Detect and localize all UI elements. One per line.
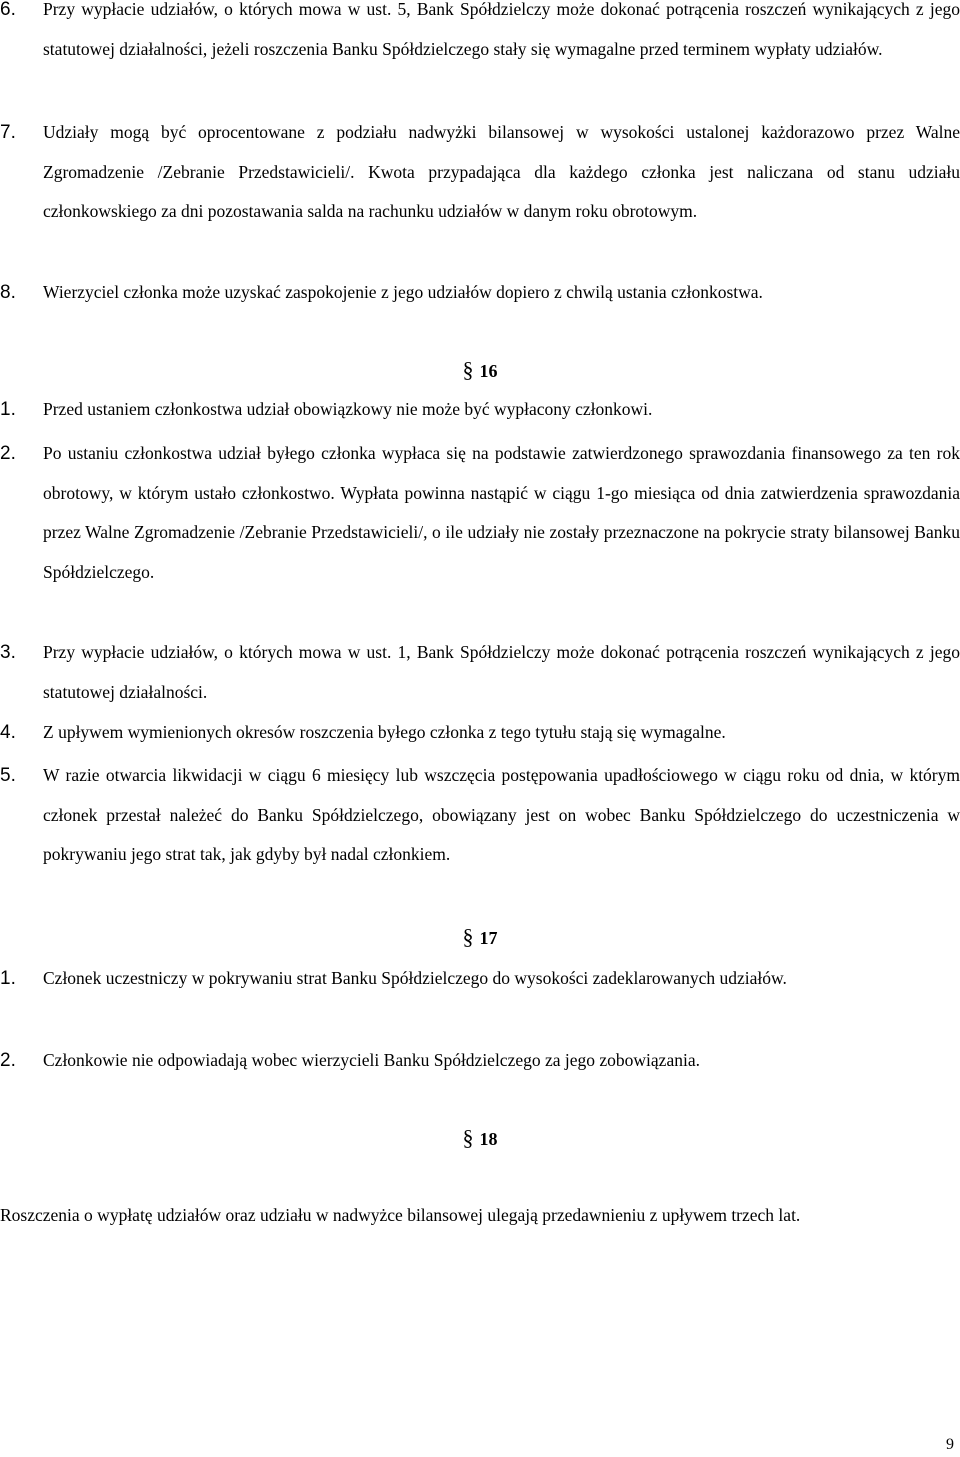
section-number: 18 (479, 1129, 498, 1149)
clause-number: 7. (0, 122, 16, 143)
clause-number: 4. (0, 722, 16, 743)
clause-number: 1. (0, 968, 16, 989)
page-number: 9 (946, 1436, 954, 1453)
section-number: 16 (479, 361, 498, 381)
clause-text: Przed ustaniem członkostwa udział obowiązkowy nie może być wypłacony członkowi. (43, 399, 653, 419)
clause-number: 3. (0, 642, 16, 663)
clause-number: 6. (0, 0, 16, 20)
clause-text: Po ustaniu członkostwa udział byłego członka wypłaca się na podstawie zatwierdzonego sprawozdania finansowego za ten rok obrotowy, w którym ustało członkostwo. Wypłata powinna nastąpić w ciągu 1-go miesiąca od dnia zatwierdzenia sprawozdania przez Walne Zgromadzenie /Zebranie Przedstawicieli/, o ile udziały nie zostały przeznaczone na pokrycie straty bilansowej Banku Spółdzielczego. (43, 443, 960, 582)
clause-text: Członek uczestniczy w pokrywaniu strat Banku Spółdzielczego do wysokości zadeklarowanych udziałów. (43, 968, 787, 988)
section-heading-16 (0, 358, 960, 383)
section-sign: § (462, 924, 474, 949)
clause-15-6 (0, 0, 960, 69)
clause-text: Z upływem wymienionych okresów roszczenia byłego członka z tego tytułu stają się wymagalne. (43, 722, 726, 742)
clause-17-2 (0, 1041, 960, 1081)
clause-number: 2. (0, 1050, 16, 1071)
clause-text: W razie otwarcia likwidacji w ciągu 6 miesięcy lub wszczęcia postępowania upadłościowego w ciągu roku od dnia, w którym członek przestał należeć do Banku Spółdzielczego, obowiązany jest on wobec Banku Spółdzielczego do uczestniczenia w pokrywaniu jego strat tak, jak gdyby był nadal członkiem. (43, 765, 960, 864)
section-18-text: Roszczenia o wypłatę udziałów oraz udziału w nadwyżce bilansowej ulegają przedawnieniu z upływem trzech lat. (0, 1205, 801, 1225)
section-heading-17 (0, 925, 960, 950)
clause-text: Udziały mogą być oprocentowane z podziału nadwyżki bilansowej w wysokości ustalonej każdorazowo przez Walne Zgromadzenie /Zebranie Przedstawicieli/. Kwota przypadająca dla każdego członka jest naliczana od stanu udziału członkowskiego za dni pozostawania salda na rachunku udziałów w danym roku obrotowym. (43, 122, 960, 221)
clause-text: Przy wypłacie udziałów, o których mowa w ust. 5, Bank Spółdzielczy może dokonać potrącenia roszczeń wynikających z jego statutowej działalności, jeżeli roszczenia Banku Spółdzielczego stały się wymagalne przed terminem wypłaty udziałów. (43, 0, 960, 59)
clause-text: Wierzyciel członka może uzyskać zaspokojenie z jego udziałów dopiero z chwilą ustania członkostwa. (43, 282, 763, 302)
section-number: 17 (479, 928, 498, 948)
section-sign: § (462, 1125, 474, 1150)
clause-number: 5. (0, 765, 16, 786)
clause-number: 1. (0, 399, 16, 420)
clause-16-2 (0, 434, 960, 592)
clause-17-1 (0, 959, 960, 999)
clause-text: Członkowie nie odpowiadają wobec wierzycieli Banku Spółdzielczego za jego zobowiązania. (43, 1050, 700, 1070)
clause-16-4 (0, 713, 960, 753)
clause-15-7 (0, 113, 960, 232)
section-sign: § (462, 357, 474, 382)
clause-text: Przy wypłacie udziałów, o których mowa w ust. 1, Bank Spółdzielczy może dokonać potrącenia roszczeń wynikających z jego statutowej działalności. (43, 642, 960, 702)
clause-number: 8. (0, 282, 16, 303)
clause-16-5 (0, 756, 960, 875)
clause-15-8 (0, 273, 960, 313)
section-heading-18 (0, 1126, 960, 1151)
clause-16-1 (0, 390, 960, 430)
clause-16-3 (0, 633, 960, 712)
clause-number: 2. (0, 443, 16, 464)
